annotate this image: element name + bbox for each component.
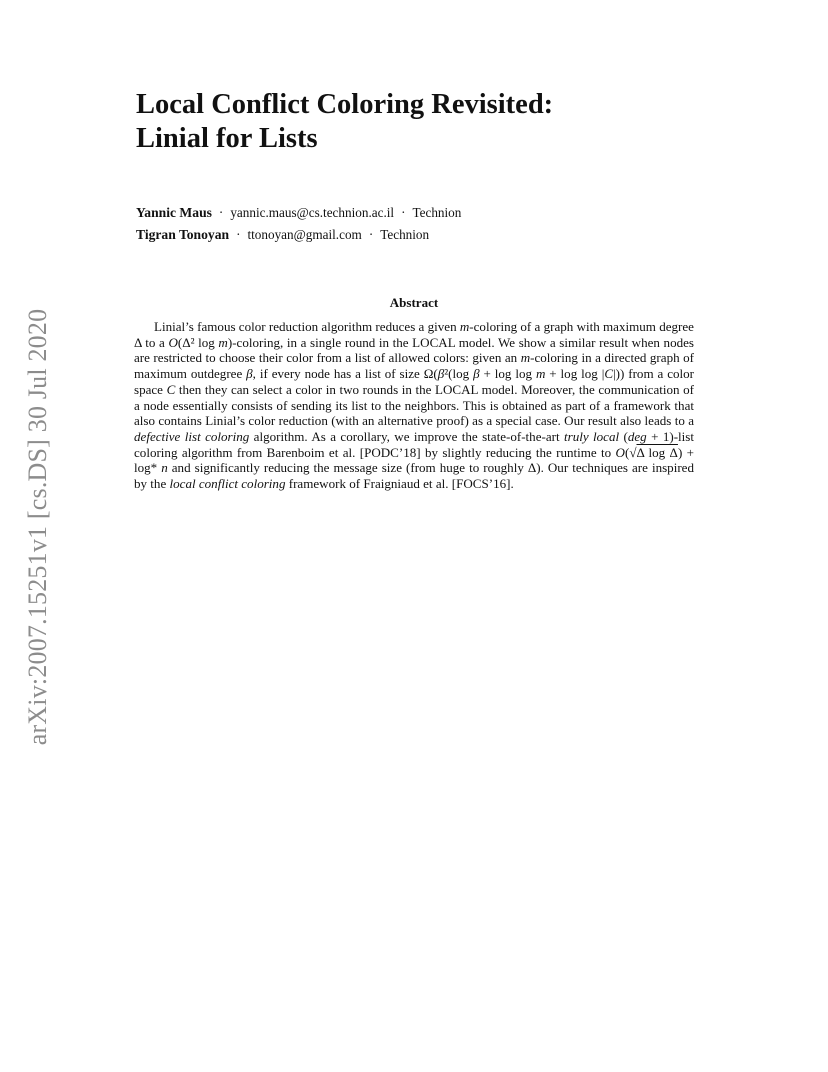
arxiv-sidebar (18, 295, 58, 760)
abstract-heading: Abstract (389, 295, 439, 310)
author-affiliation: Technion (380, 227, 430, 242)
separator: · (401, 205, 406, 220)
paper-title (136, 88, 756, 156)
abstract-text: Linial’s famous color reduction algorithm reduces a given m-coloring of a graph with maximum degree Δ to a O(Δ² log m)-coloring, in a single round in the LOCAL model. We show a similar result when nodes are restricted to choose their color from a list of allowed colors: given an m-coloring in a directed graph of maximum outdegree β, if every node has a list of size Ω(β²(log β + log log m + log log |C|)) from a color space C then they can select a color in two rounds in the LOCAL model. Moreover, the communication of a node essentially consists of sending its list to the neighbors. This is obtained as part of a framework that also contains Linial’s color reduction (with an alternative proof) as a special case. Our result also leads to a defective list coloring algorithm. As a corollary, we improve the state-of-the-art truly local (deg + 1)-list coloring algorithm from Barenboim et al. [PODC’18] by slightly reducing the runtime to O(√Δ log Δ) + log* n and significantly reducing the message size (from huge to roughly Δ). Our techniques are inspired by the local conflict coloring framework of Fraigniaud et al. [FOCS’16]. (134, 319, 695, 492)
title-line-1: Local Conflict Coloring Revisited: (136, 89, 554, 120)
separator: · (236, 227, 241, 242)
title-line-2: Linial for Lists (136, 123, 318, 154)
author-affiliation: Technion (412, 205, 462, 220)
separator: · (368, 227, 374, 242)
author-row (136, 202, 756, 224)
author-row (136, 224, 756, 246)
author-name: Yannic Maus (136, 205, 212, 220)
arxiv-identifier: arXiv:2007.15251v1 [cs.DS] 30 Jul 2020 (23, 308, 52, 746)
emphasis-defective-list-coloring: defective list coloring (134, 428, 250, 444)
author-email: yannic.maus@cs.technion.ac.il (230, 205, 395, 220)
emphasis-truly-local: truly local (564, 428, 620, 444)
separator: · (218, 205, 224, 220)
author-list (136, 202, 756, 246)
author-email: ttonoyan@gmail.com (247, 227, 362, 242)
emphasis-local-conflict-coloring: local conflict coloring (169, 476, 286, 492)
author-name: Tigran Tonoyan (136, 227, 230, 242)
